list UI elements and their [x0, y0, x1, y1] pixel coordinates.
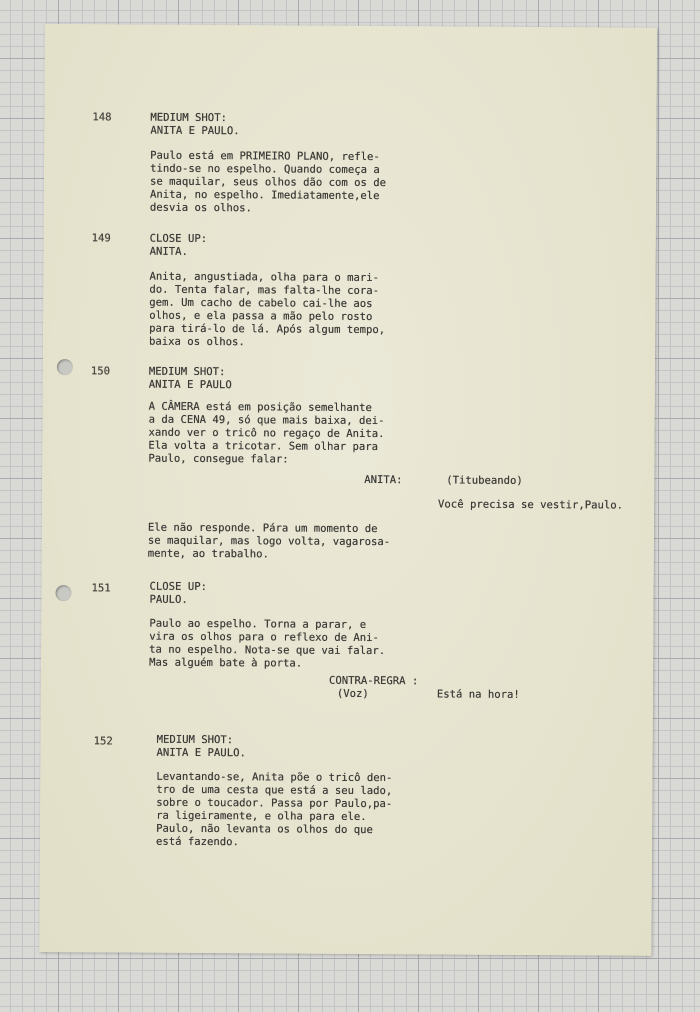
action-line: do. Tenta falar, mas falta-lhe cora- — [149, 283, 380, 298]
shot-heading: MEDIUM SHOT: — [148, 365, 226, 379]
action-line: se maquilar, mas logo volta, vagarosa- — [147, 534, 391, 549]
dialogue-line: Você precisa se vestir,Paulo. — [438, 498, 624, 512]
parenthetical: (Titubeando) — [446, 474, 523, 487]
action-line: mente, ao trabalho. — [147, 547, 269, 561]
action-line: tindo-se no espelho. Quando começa a — [150, 162, 380, 177]
scene-number: 150 — [90, 365, 111, 378]
scene-number: 152 — [93, 735, 113, 748]
shot-subject: ANITA E PAULO — [148, 378, 232, 392]
scene-number: 151 — [91, 582, 111, 595]
action-line: desvia os olhos. — [149, 201, 252, 215]
scene-number: 148 — [92, 111, 112, 124]
punch-hole — [57, 359, 73, 375]
action-line: A CÂMERA está em posição semelhante — [148, 400, 372, 415]
shot-subject: ANITA E PAULO. — [156, 746, 246, 760]
action-line: Paulo ao espelho. Torna a parar, e — [149, 617, 367, 631]
action-line: sobre o toucador. Passa por Paulo,pa- — [156, 796, 393, 811]
shot-heading: MEDIUM SHOT: — [150, 111, 228, 125]
action-line: Ela volta a tricotar. Sem olhar para — [148, 439, 379, 454]
action-line: tro de uma cesta que está a seu lado, — [156, 783, 393, 798]
character-name: ANITA: — [364, 473, 403, 487]
action-line: está fazendo. — [155, 835, 239, 849]
action-line: gem. Um cacho de cabelo cai-lhe aos — [149, 296, 373, 311]
action-line: Anita, no espelho. Imediatamente,ele — [149, 188, 380, 203]
punch-hole — [55, 585, 71, 601]
action-line: Ele não responde. Pára um momento de — [147, 521, 378, 536]
action-line: Paulo, consegue falar: — [148, 452, 289, 466]
action-line: Anita, angustiada, olha para o mari- — [149, 270, 380, 285]
character-name: CONTRA-REGRA : — [328, 674, 419, 688]
shot-heading: CLOSE UP: — [149, 232, 208, 245]
script-page — [39, 24, 657, 956]
action-line: Levantando-se, Anita põe o tricô den- — [156, 770, 393, 785]
action-line: a da CENA 49, só que mais baixa, dei- — [148, 413, 385, 428]
action-line: Mas alguém bate à porta. — [149, 656, 303, 670]
action-line: baixa os olhos. — [149, 335, 245, 349]
shot-heading: MEDIUM SHOT: — [156, 733, 234, 747]
action-line: ta no espelho. Nota-se que vai falar. — [149, 643, 386, 658]
parenthetical: (Voz) — [336, 687, 369, 700]
shot-subject: PAULO. — [149, 593, 188, 606]
action-line: xando ver o tricô no regaço de Anita. — [148, 426, 385, 441]
shot-subject: ANITA E PAULO. — [150, 124, 240, 138]
shot-heading: CLOSE UP: — [149, 580, 208, 593]
action-line: Paulo está em PRIMEIRO PLANO, refle- — [150, 149, 380, 164]
scene-number: 149 — [91, 232, 111, 245]
action-line: ra ligeiramente, e olha para ele. — [156, 809, 367, 823]
action-line: Paulo, não levanta os olhos do que — [156, 822, 373, 837]
action-line: olhos, e ela passa a mão pelo rosto — [149, 309, 373, 324]
action-line: vira os olhos para o reflexo de Ani- — [149, 630, 379, 645]
action-line: para tirá-lo de lá. Após algum tempo, — [149, 322, 386, 337]
dialogue-line: Está na hora! — [436, 688, 520, 701]
action-line: se maquilar, seus olhos dão com os de — [150, 175, 387, 190]
shot-subject: ANITA. — [149, 245, 188, 258]
